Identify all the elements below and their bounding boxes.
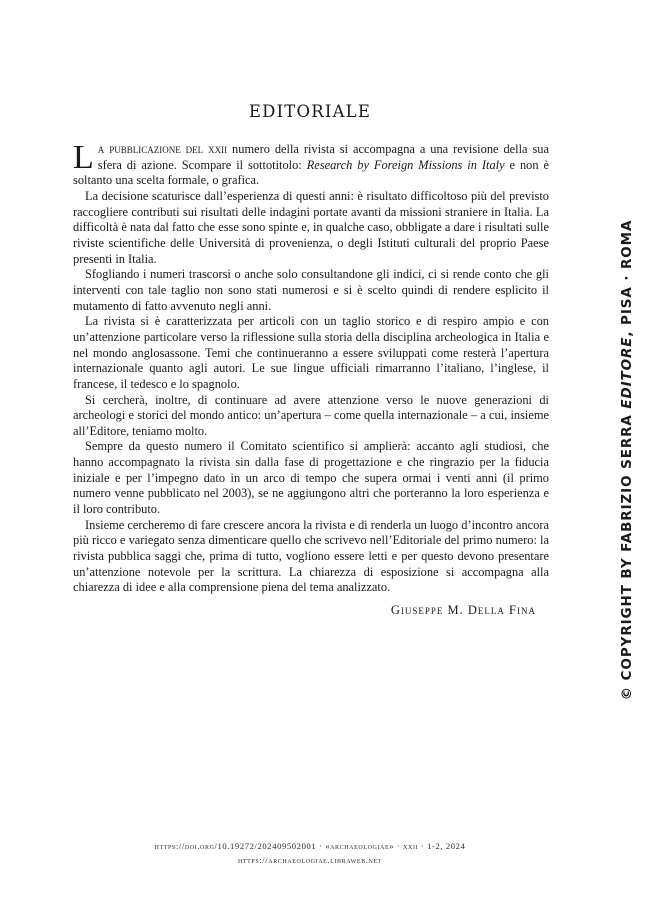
p6-year: 2003 [222,486,248,501]
p1-text: numero della rivista si accompagna a una revisione della sua sfera di azione. Scompare il sottotitolo: [97,142,549,172]
footer-doi: https://doi.org/10.19272/202409502001 · «archaeologiae» · xxii · 1-2, 2024 [154,841,466,851]
copyright-place: , PISA · ROMA [619,219,635,337]
p6-end: ), se ne aggiungono altri che porteranno la loro esperienza e il loro contributo. [73,486,549,517]
paragraph-1 [73,139,549,189]
copyright-notice [619,220,635,701]
paragraph-6 [73,439,549,517]
drop-cap: L [73,139,94,176]
p1-end: e non è soltanto una scelta formale, o grafica. [73,157,549,188]
footer-url: https://archaeologiae.libraweb.net [237,855,383,865]
paragraph-3: Sfogliando i numeri trascorsi o anche solo consultandone gli indici, ci si rende conto che gli interventi con tale taglio non sono stati numerosi e si è scelto quindi di rendere esplicito il mutamento di fatto avvenuto negli anni. [73,267,549,313]
paragraph-4: La rivista si è caratterizzata per articoli con un taglio storico e di respiro ampio e con un’attenzione particolare verso la riflessione sulla storia della disciplina archeologica in Italia e nel mondo anglosassone. Temi che continueranno a essere sviluppati come resterà l’apertura internazionale quanto agli autori. Le sue lingue ufficiali rimarranno l’italiano, l’inglese, il francese, il tedesco e lo spagnolo. [73,314,549,391]
p6-text: Sempre da questo numero il Comitato scientifico si amplierà: accanto agli studiosi, che hanno accompagnato la rivista sin dalla fase di progettazione e che ringrazio per la fiducia iniziale e per l’impegno dato in un arco di tempo che supera ormai i venti anni (il primo numero venne pubblicato nel [73,439,549,501]
paragraph-7: Insieme cercheremo di fare crescere ancora la rivista e di renderla un luogo d’incontro ancora più ricco e variegato senza dimenticare quello che scrivevo nell’Editoriale del primo numero: la rivista pubblica saggi che, prima di tutto, vogliono essere letti e per questo devono presentare un’attenzione notevole per la scrittura. La chiarezza di esposizione si accompagna alla chiarezza di idee e alla comprensione piena del tema analizzato. [73,517,549,595]
copyright-text: © COPYRIGHT BY FABRIZIO SERRA [619,408,635,701]
article-body [73,139,549,596]
paragraph-5: Si cercherà, inoltre, di continuare ad avere attenzione verso le nuove generazioni di archeologi e storici del mondo antico: un’apertura – come quella internazionale – a cui, insieme all’Editore, teniamo molto. [73,392,549,438]
volume-number: xxii [208,142,228,156]
author-signature: Giuseppe M. Della Fina [390,603,536,617]
old-subtitle: Research by Foreign Missions in Italy [306,157,505,172]
page-title: EDITORIALE [248,102,372,121]
copyright-editore: EDITORE [619,336,635,409]
p1-lead: a pubblicazione del [97,142,209,156]
paragraph-2: La decisione scaturisce dall’esperienza di questi anni: è risultato difficoltoso più del previsto raccogliere contributi sui risultati delle indagini portate avanti da missioni straniere in Italia. La difficoltà è nata dal fatto che esse sono spinte e, in qualche caso, obbligate a dare i risultati sulle riviste scientifiche delle Università di provenienza, o degli Istituti culturali del proprio Paese presenti in Italia. [73,188,549,266]
